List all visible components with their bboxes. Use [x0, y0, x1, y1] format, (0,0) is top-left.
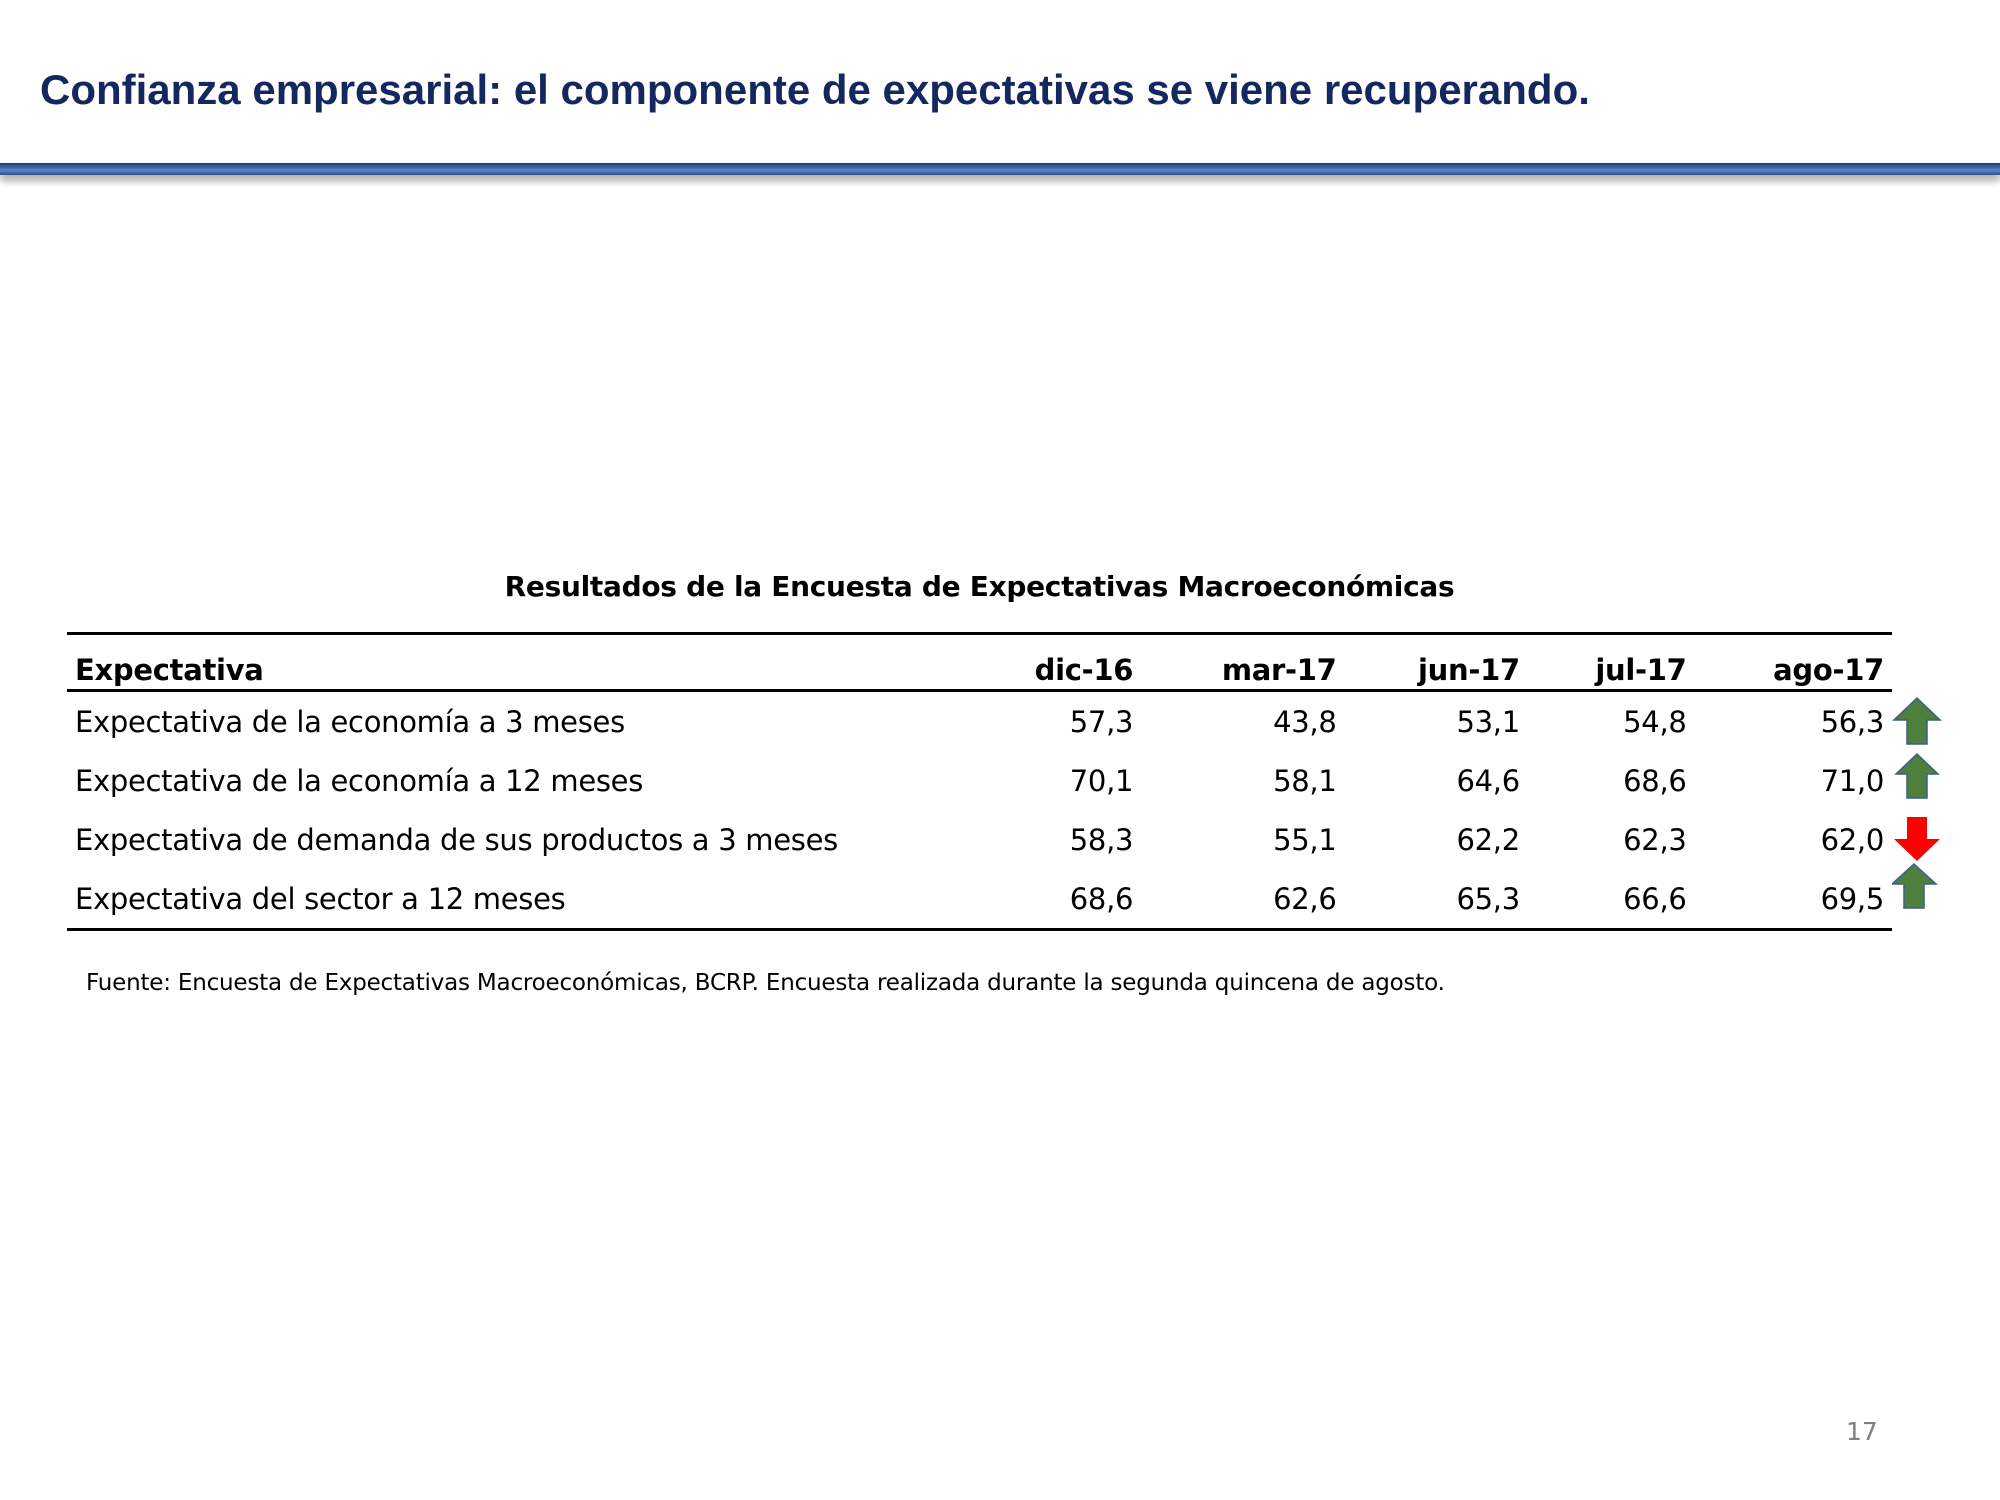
arrow-up-icon — [1892, 752, 1942, 802]
cell-value: 62,0 — [1820, 822, 1884, 857]
cell-value: 62,3 — [1623, 822, 1687, 857]
trend-arrow-row-4 — [1892, 862, 1942, 912]
table-header-row — [67, 634, 1892, 691]
row-label: Expectativa de la economía a 12 meses — [75, 763, 644, 798]
row-label: Expectativa de la economía a 3 meses — [75, 704, 625, 739]
table-title: Resultados de la Encuesta de Expectativas Macroeconómicas — [504, 570, 1455, 603]
table-row — [67, 869, 1892, 930]
table-row — [67, 751, 1892, 810]
cell-value: 57,3 — [1069, 704, 1134, 739]
title-divider — [0, 163, 2000, 175]
cell-value: 62,2 — [1456, 822, 1520, 857]
cell-value: 69,5 — [1695, 869, 1892, 930]
cell-value: 66,6 — [1528, 869, 1695, 930]
cell-value: 62,6 — [1141, 869, 1344, 930]
table-row — [67, 691, 1892, 752]
column-header-ago-17: ago-17 — [1695, 634, 1892, 691]
slide-title: Confianza empresarial: el componente de expectativas se viene recuperando. — [40, 66, 1590, 113]
trend-arrow-row-3 — [1892, 815, 1942, 865]
table-row — [67, 810, 1892, 869]
cell-value: 70,1 — [1069, 763, 1134, 798]
cell-value: 68,6 — [1623, 763, 1687, 798]
column-header-mar-17: mar-17 — [1141, 634, 1344, 691]
cell-value: 58,1 — [1273, 763, 1337, 798]
page-number: 17 — [1846, 1417, 1878, 1446]
expectations-table — [67, 632, 1892, 931]
trend-arrow-row-1 — [1892, 696, 1942, 746]
trend-arrow-row-2 — [1892, 752, 1942, 802]
arrow-up-icon — [1892, 696, 1942, 746]
row-label: Expectativa del sector a 12 meses — [67, 869, 963, 930]
column-header-jul-17: jul-17 — [1528, 634, 1695, 691]
column-header-jun-17: jun-17 — [1345, 634, 1528, 691]
cell-value: 71,0 — [1820, 763, 1884, 798]
column-header-dic-16: dic-16 — [963, 634, 1141, 691]
expectations-table-container — [67, 632, 1892, 931]
cell-value: 65,3 — [1345, 869, 1528, 930]
column-header-expectativa: Expectativa — [67, 634, 963, 691]
arrow-down-icon — [1892, 815, 1942, 865]
cell-value: 43,8 — [1273, 704, 1337, 739]
cell-value: 58,3 — [1069, 822, 1134, 857]
cell-value: 64,6 — [1456, 763, 1520, 798]
arrow-up-icon — [1892, 862, 1942, 912]
cell-value: 56,3 — [1820, 704, 1884, 739]
cell-value: 55,1 — [1273, 822, 1337, 857]
cell-value: 54,8 — [1623, 704, 1687, 739]
cell-value: 53,1 — [1456, 704, 1520, 739]
cell-value: 68,6 — [963, 869, 1141, 930]
source-note: Fuente: Encuesta de Expectativas Macroeconómicas, BCRP. Encuesta realizada durante la segunda quincena de agosto. — [86, 970, 1445, 996]
row-label: Expectativa de demanda de sus productos a 3 meses — [75, 822, 838, 857]
